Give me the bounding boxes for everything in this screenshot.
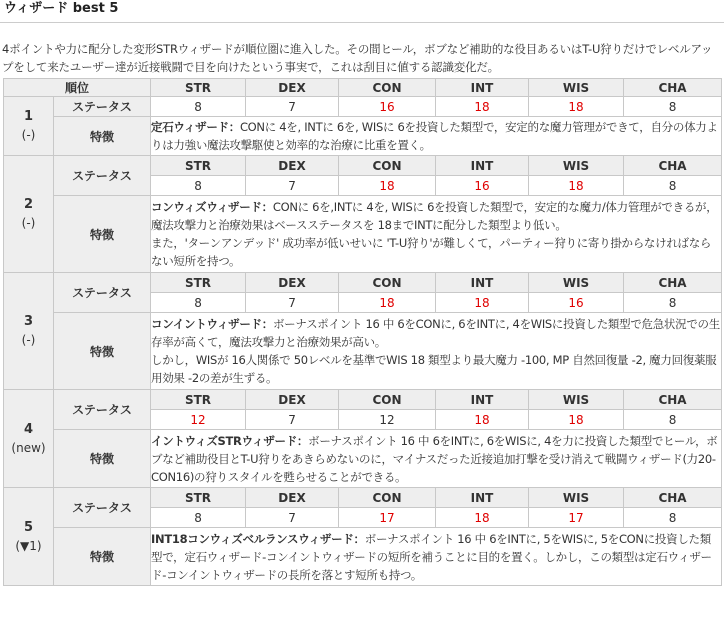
- column-header: STR: [151, 79, 246, 97]
- feature-description: [151, 528, 722, 586]
- stat-value: 8: [151, 97, 246, 117]
- class-name: コンイントウィザード：: [151, 317, 273, 331]
- stat-column-header: WIS: [529, 390, 624, 410]
- title-divider: [0, 22, 724, 23]
- column-header: DEX: [246, 79, 339, 97]
- feature-row: [4, 528, 722, 586]
- stat-value: 16: [529, 293, 624, 313]
- stat-value: 8: [151, 176, 246, 196]
- stat-value: 16: [339, 97, 436, 117]
- rank-number: 4: [23, 421, 34, 437]
- stat-column-header: INT: [436, 488, 529, 508]
- stat-value: 12: [151, 410, 246, 430]
- rank-cell: [4, 97, 54, 156]
- stat-column-header: WIS: [529, 156, 624, 176]
- stat-column-header: CHA: [624, 156, 722, 176]
- stat-value: 8: [624, 176, 722, 196]
- stat-value: 7: [246, 410, 339, 430]
- stat-value: 8: [151, 508, 246, 528]
- stat-column-header: CON: [339, 156, 436, 176]
- rank-cell: [4, 273, 54, 390]
- ranking-table: [3, 78, 722, 586]
- stat-value: 16: [436, 176, 529, 196]
- rank-number: 3: [23, 314, 34, 329]
- column-header: CON: [339, 79, 436, 97]
- stat-value: 18: [529, 176, 624, 196]
- stat-column-header: CON: [339, 488, 436, 508]
- stat-column-header: INT: [436, 273, 529, 293]
- stat-column-header: STR: [151, 156, 246, 176]
- stat-value: 18: [436, 97, 529, 117]
- feature-description: [151, 430, 722, 488]
- status-label: ステータス: [54, 488, 151, 528]
- rank-status-row: [4, 97, 722, 117]
- rank-header: 順位: [4, 79, 151, 97]
- feature-row: [4, 430, 722, 488]
- rank-status-row: [4, 156, 722, 176]
- column-header: CHA: [624, 79, 722, 97]
- rank-number: 2: [23, 197, 34, 212]
- stat-value: 18: [339, 176, 436, 196]
- stat-column-header: CHA: [624, 273, 722, 293]
- stat-value: 18: [436, 508, 529, 528]
- stat-value: 18: [339, 293, 436, 313]
- status-label: ステータス: [54, 390, 151, 430]
- rank-change: (new): [11, 440, 46, 455]
- rank-status-row: [4, 390, 722, 410]
- class-name: INT18コンウィズベルランスウィザード：: [151, 531, 365, 546]
- class-name: コンウィズウィザード：: [151, 200, 273, 214]
- feature-label: 特徴: [54, 430, 151, 488]
- feature-text-extra: しかし，WISが 16人関係で 50レベルを基準でWIS 18 類型より最大魔力 -100, MP 自然回復量 -2, 魔力回復薬服用効果 -2の差が生ずる。: [151, 353, 717, 385]
- column-header: INT: [436, 79, 529, 97]
- rank-status-row: [4, 488, 722, 508]
- stat-value: 8: [624, 508, 722, 528]
- stat-value: 12: [339, 410, 436, 430]
- stat-column-header: STR: [151, 390, 246, 410]
- page-title: ウィザード best 5: [4, 1, 119, 16]
- rank-change: (-): [21, 333, 36, 347]
- stat-column-header: INT: [436, 156, 529, 176]
- stat-column-header: CHA: [624, 390, 722, 410]
- feature-row: [4, 313, 722, 390]
- stat-value: 18: [529, 410, 624, 430]
- stat-column-header: DEX: [246, 273, 339, 293]
- rank-change: (-): [21, 128, 36, 142]
- stat-column-header: STR: [151, 488, 246, 508]
- intro-paragraph: 4ポイントや力に配分した変形STRウィザードが順位圏に進入した。その間ヒール，ボブなど補助的な役目あるいはT-U狩りだけでレベルアップをして来たユーザー達が近接戦闘で目を向けたという事実で，これは刮目に値する認識変化だ。: [2, 42, 713, 74]
- stat-value: 8: [624, 410, 722, 430]
- feature-text-extra: また，'ターンアンデッド' 成功率が低いせいに 'T-U狩り'が難しくて，パーティー狩りに寄り掛からなければならない短所を持つ。: [151, 236, 712, 268]
- status-label: ステータス: [54, 97, 151, 117]
- feature-text: ボーナスポイント 16 中 6をINTに, 6をWISに, 4を力に投資した類型でヒール，ボブなど補助役目とT-U狩りをあきらめないのに，マイナスだった近接追加打撃を受け消えて戦闘ウィザード(力20-CON16)の狩りスタイルを甦らせることができる。: [151, 433, 718, 484]
- stat-value: 8: [624, 293, 722, 313]
- stat-value: 7: [246, 97, 339, 117]
- stat-column-header: WIS: [529, 488, 624, 508]
- stat-value: 18: [436, 293, 529, 313]
- stat-value: 18: [436, 410, 529, 430]
- stat-column-header: STR: [151, 273, 246, 293]
- class-name: 定石ウィザード：: [151, 120, 240, 134]
- feature-row: [4, 196, 722, 273]
- stat-column-header: WIS: [529, 273, 624, 293]
- stat-value: 7: [246, 293, 339, 313]
- feature-description: [151, 196, 722, 273]
- stat-value: 8: [151, 293, 246, 313]
- stat-value: 17: [339, 508, 436, 528]
- feature-text: ボーナスポイント 16 中 6をCONに, 6をINTに, 4をWISに投資した類型で危急状況での生存率が高くて，魔法攻撃力と治療効果が高い。: [151, 317, 720, 349]
- class-name: イントウィズSTRウィザード：: [151, 433, 309, 448]
- feature-label: 特徴: [54, 117, 151, 156]
- feature-text: ボーナスポイント 16 中 6をINTに, 5をWISに, 5をCONに投資した類型で，定石ウィザード-コンイントウィザードの短所を補うことに目的を置く。しかし，この類型は定石ウィザード-コンイントウィザードの長所を落とす短所も持つ。: [151, 531, 712, 582]
- feature-description: [151, 117, 722, 156]
- rank-number: 5: [23, 519, 34, 535]
- table-header-row: [4, 79, 722, 97]
- feature-row: [4, 117, 722, 156]
- stat-column-header: DEX: [246, 390, 339, 410]
- feature-text: CONに 6を,INTに 4を, WISに 6を投資した類型で，安定的な魔力/体力管理ができるが，魔法攻撃力と治療効果はベースステータスを 18までINTに配分した類型より低い。: [151, 200, 718, 232]
- feature-label: 特徴: [54, 528, 151, 586]
- stat-column-header: DEX: [246, 156, 339, 176]
- feature-description: [151, 313, 722, 390]
- stat-column-header: CHA: [624, 488, 722, 508]
- rank-change: (▼1): [15, 538, 42, 553]
- rank-cell: [4, 488, 54, 586]
- stat-column-header: INT: [436, 390, 529, 410]
- rank-cell: [4, 390, 54, 488]
- column-header: WIS: [529, 79, 624, 97]
- stat-column-header: CON: [339, 273, 436, 293]
- feature-text: CONに 4を, INTに 6を, WISに 6を投資した類型で，安定的な魔力管理ができて，自分の体力よりは力強い魔法攻撃駆使と効率的な治療に比重を置く。: [151, 120, 718, 152]
- stat-column-header: DEX: [246, 488, 339, 508]
- rank-change: (-): [21, 216, 36, 230]
- status-label: ステータス: [54, 273, 151, 313]
- rank-number: 1: [23, 109, 34, 124]
- stat-column-header: CON: [339, 390, 436, 410]
- feature-label: 特徴: [54, 313, 151, 390]
- stat-value: 7: [246, 508, 339, 528]
- rank-status-row: [4, 273, 722, 293]
- feature-label: 特徴: [54, 196, 151, 273]
- stat-value: 8: [624, 97, 722, 117]
- status-label: ステータス: [54, 156, 151, 196]
- rank-cell: [4, 156, 54, 273]
- stat-value: 7: [246, 176, 339, 196]
- stat-value: 17: [529, 508, 624, 528]
- stat-value: 18: [529, 97, 624, 117]
